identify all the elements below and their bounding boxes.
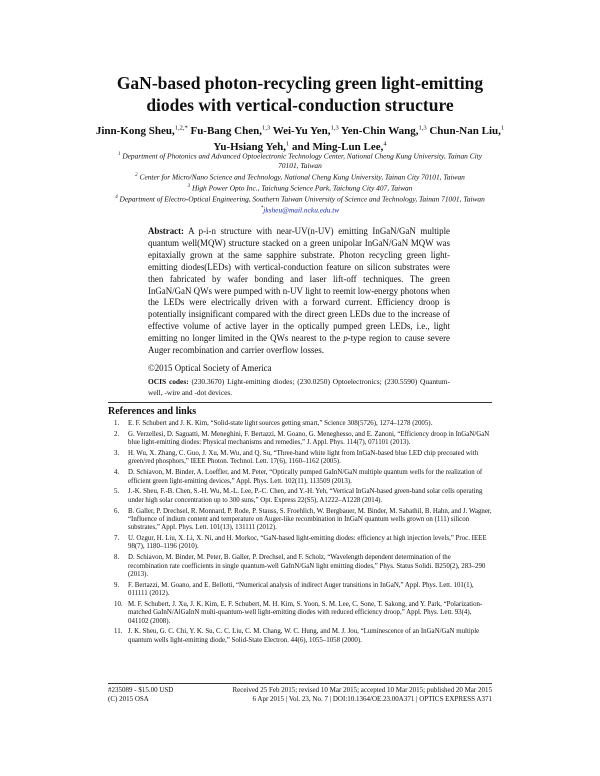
reference-item — [108, 582, 492, 599]
ocis-label: OCIS codes: — [148, 377, 189, 386]
ocis-text: (230.3670) Light-emitting diodes; (230.0250) Optoelectronics; (230.5590) Quantum-well, -wire and -dot devices. — [148, 377, 450, 397]
reference-text: J.-K. Sheu, F.-B. Chen, S.-H. Wu, M.-L. Lee, P.-C. Chen, and Y.-H. Yeh, “Vertical InGaN-based green-band solar cells operating under high solar concentration up to 300 suns,” Opt. Express 22(S5), A1222–A1228 (2014). — [128, 488, 483, 504]
reference-number: 2. — [114, 430, 120, 438]
reference-item — [108, 628, 492, 645]
author-name: Wei-Yu Yen,$^{1,3}$ — [272, 124, 339, 137]
footer-dates: Received 25 Feb 2015; revised 10 Mar 2015; accepted 10 Mar 2015; published 20 Mar 2015 — [232, 686, 492, 694]
reference-text: J. K. Sheu, G. C. Chi, Y. K. Su, C. C. Liu, C. M. Chang, W. C. Hung, and M. J. Jou, “Luminescence of an InGaN/GaN multiple quantum wells light-emitting diode,” Solid-State Electron. 44(6), 1055–1058 (2000). — [128, 628, 480, 644]
abstract-italic: p — [343, 333, 348, 344]
ocis-codes — [148, 377, 450, 398]
reference-item — [108, 488, 492, 505]
affiliation: $^4$ Department of Electro-Optical Engineering, Southern Taiwan University of Science and Technology, Tainan 71001, Taiwan — [115, 194, 485, 204]
paper-title — [60, 72, 540, 116]
footer-row-2 — [108, 695, 492, 704]
reference-item — [108, 420, 492, 428]
affiliation: $^3$ High Power Opto Inc., Taichung Science Park, Taichung City 407, Taiwan — [187, 183, 413, 193]
footer-row-1 — [108, 686, 492, 695]
reference-number: 4. — [114, 469, 120, 477]
divider-top — [108, 402, 492, 403]
email-link[interactable]: jksheu@mail.ncku.edu.tw — [263, 205, 340, 215]
reference-item — [108, 450, 492, 467]
reference-number: 8. — [114, 554, 120, 562]
reference-text: E. F. Schubert and J. K. Kim, “Solid-state light sources getting smart,” Science 308(5726), 1274–1278 (2005). — [128, 420, 433, 427]
author-name: and Ming-Lun Lee,$^4$ — [291, 140, 387, 154]
reference-item — [108, 601, 492, 626]
reference-item — [108, 431, 492, 448]
reference-number: 6. — [114, 507, 120, 515]
author-name: Jinn-Kong Sheu,$^{1,2,*}$ — [95, 124, 188, 137]
author-name: Chun-Nan Liu,$^1$ — [429, 124, 505, 137]
affiliations — [108, 150, 492, 204]
footer-copyright: (C) 2015 OSA — [108, 695, 149, 703]
reference-list — [108, 420, 492, 648]
reference-item — [108, 508, 492, 533]
reference-text: F. Bertazzi, M. Goano, and E. Bellotti, “Numerical analysis of indirect Auger transitions in InGaN,” Appl. Phys. Lett. 101(1), 011111 (2012). — [128, 581, 474, 598]
divider-bottom — [108, 683, 492, 684]
reference-text: U. Ozgur, H. Liu, X. Li, X. Ni, and H. Morkoc, “GaN-based light-emitting diodes: efficiency at high injection levels,” Proc. IEEE 98(7), 1180–1196 (2010). — [128, 535, 487, 551]
abstract-text-2: -type region to cause severe Auger recombination and carrier overflow losses. — [148, 333, 451, 356]
copyright-line: ©2015 Optical Society of America — [148, 363, 272, 373]
reference-text: D. Schiavon, M. Binder, A. Loeffler, and M. Peter, “Optically pumped GaInN/GaN multiple quantum wells for the realization of efficient green light-emitting devices,” Appl. Phys. Lett. 102(11), 113509 (2013). — [128, 469, 483, 485]
reference-text: B. Galler, P. Drechsel, R. Monnard, P. Rode, P. Stauss, S. Froehlich, W. Bergbauer, M. Binder, M. Sabathil, B. Hahn, and J. Wagner, “Influence of indium content and temperature on Auger-like recombination in InGaN quantum wells grown on (111) silicon substrates,” Appl. Phys. Lett. 101(13), 131111 (2012). — [128, 507, 492, 532]
reference-number: 1. — [114, 420, 120, 427]
reference-number: 3. — [114, 450, 120, 458]
references-heading: References and links — [108, 406, 197, 417]
title-line-1: GaN-based photon-recycling green light-emitting — [116, 73, 484, 93]
abstract-text-1: A p-i-n structure with near-UV(n-UV) emitting InGaN/GaN multiple quantum well(MQW) structure stacked on a green unipolar InGaN/GaN MQW was epitaxially grown at the same sapphire substrate. Photon recycling green light-emitting diodes(LEDs) with vertical-conduction feature on silicon substrates were then fabricated by wafer bonding and laser lift-off techniques. The green InGaN/GaN QWs were pumped with n-UV light to reemit low-energy photons when the LEDs were electrically driven with a forward current. Efficiency droop is potentially insignificant compared with the direct green LEDs due to the increase of effective volume of active layer in the optically pumped green LEDs, i.e., light emitting no longer limited in the QWs nearest to the — [148, 226, 450, 344]
abstract-label: Abstract: — [148, 226, 184, 236]
affiliation-list — [108, 150, 492, 215]
corresponding-email: *jksheu@mail.ncku.edu.tw — [260, 205, 340, 215]
reference-text: M. F. Schubert, J. Xu, J. K. Kim, E. F. Schubert, M. H. Kim, S. Yoon, S. M. Lee, C. Sone, T. Sakong, and Y. Park, “Polarization-matched GaInN/AlGaInN multi-quantum-well light-emitting diodes with reduced efficiency droop,” Appl. Phys. Lett. 93(4), 041102 (2008). — [128, 600, 483, 625]
footer-price: #235089 - $15.00 USD — [108, 686, 174, 694]
reference-text: H. Wu, X. Zhang, C. Guo, J. Xu, M. Wu, and Q. Su, “Three-band white light from InGaN-based blue LED chip precoated with green/red phosphors,” IEEE Photon. Technol. Lett. 17(6), 1160–1162 (2005). — [128, 450, 479, 466]
reference-number: 10. — [114, 600, 123, 608]
reference-item — [108, 535, 492, 552]
author-name: Yu-Hsiang Yeh,$^1$ — [213, 140, 290, 154]
reference-item — [108, 554, 492, 579]
reference-number: 9. — [114, 581, 120, 589]
author-name: Fu-Bang Chen,$^{1,3}$ — [190, 124, 271, 137]
affiliation: $^2$ Center for Micro/Nano Science and Technology, National Cheng Kung University, Tainan City 70101, Taiwan — [135, 172, 465, 182]
reference-item — [108, 469, 492, 486]
page-footer — [108, 686, 492, 704]
reference-number: 11. — [114, 628, 123, 636]
reference-number: 7. — [114, 535, 120, 543]
author-name: Yen-Chin Wang,$^{1,3}$ — [341, 124, 427, 137]
reference-number: 5. — [114, 488, 120, 496]
abstract — [148, 226, 450, 357]
reference-text: D. Schiavon, M. Binder, M. Peter, B. Galler, P. Drechsel, and F. Scholz, “Wavelength dependent determination of the recombination rate coefficients in single quantum-well GaInN/GaN light emitting diodes,” Phys. Status Solidi. B250(2), 283–290 (2013). — [128, 554, 486, 578]
reference-text: G. Verzellesi, D. Saguatti, M. Meneghini, F. Bertazzi, M. Goano, G. Meneghesso, and E. Zanoni, “Efficiency droop in InGaN/GaN blue light-emitting diodes: Physical mechanisms and remedies,” J. Appl. Phys. 114(7), 071101 (2013). — [128, 430, 490, 447]
title-line-2: diodes with vertical-conduction structure — [146, 95, 454, 115]
footer-citation: 6 Apr 2015 | Vol. 23, No. 7 | DOI:10.1364/OE.23.00A371 | OPTICS EXPRESS A371 — [252, 695, 492, 703]
affiliation: $^1$ Department of Photonics and Advanced Optoelectronic Technology Center, National Cheng Kung University, Tainan City 70101, Taiwan — [117, 151, 483, 171]
